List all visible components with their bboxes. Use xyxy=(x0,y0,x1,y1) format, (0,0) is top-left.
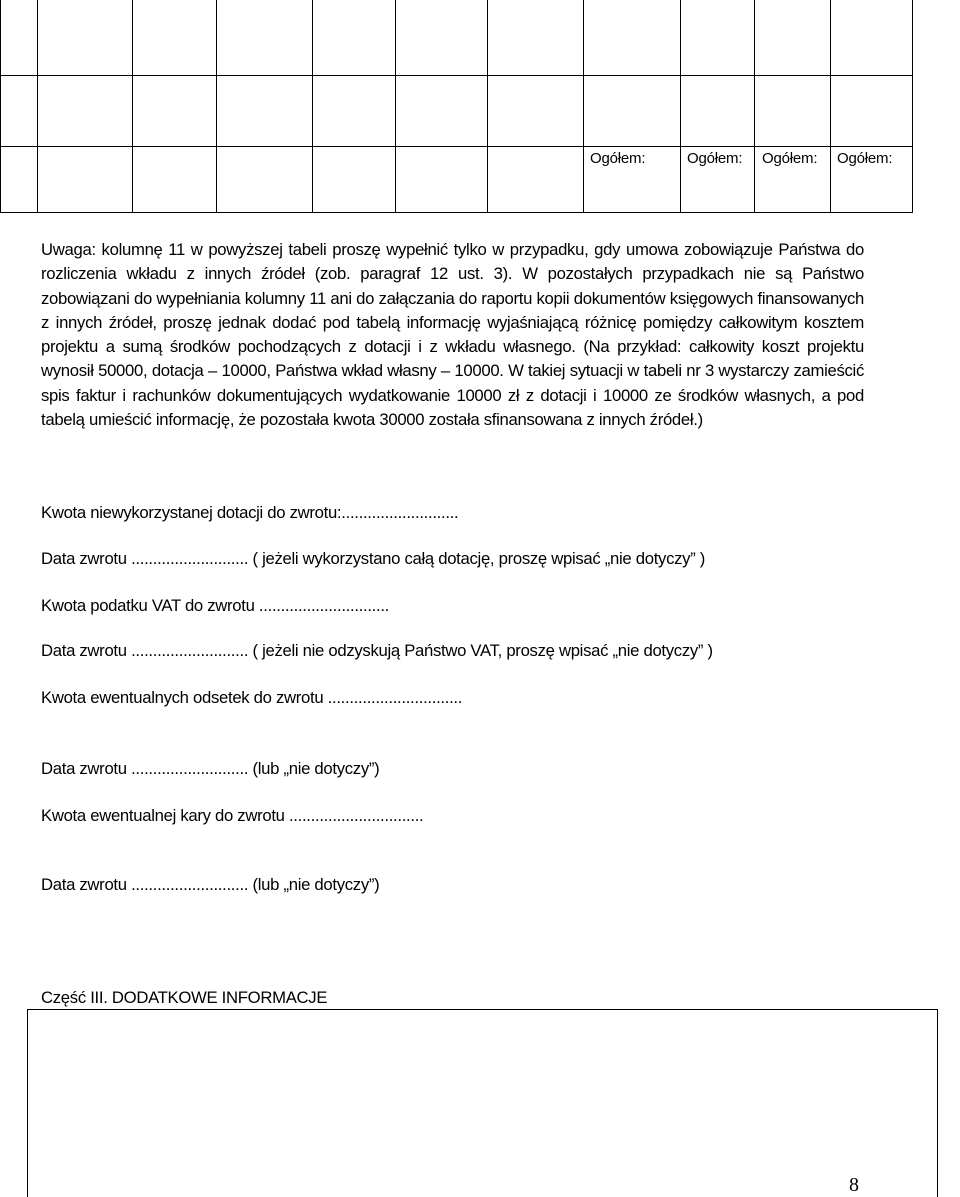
return-date-field: Data zwrotu ........................... (lub „nie dotyczy”) xyxy=(41,759,380,778)
additional-info-box xyxy=(27,1009,938,1197)
table-row-border xyxy=(0,146,913,147)
table-column-border xyxy=(680,0,681,213)
table-column-border xyxy=(487,0,488,213)
table-column-border xyxy=(830,0,831,213)
penalty-amount-field: Kwota ewentualnej kary do zwrotu ............................... xyxy=(41,806,424,825)
return-date-field: Data zwrotu ........................... ( jeżeli wykorzystano całą dotację, proszę wpisać „nie dotyczy” ) xyxy=(41,549,706,568)
table-column-border xyxy=(0,0,1,213)
total-label: Ogółem: xyxy=(687,150,743,167)
table-column-border xyxy=(754,0,755,213)
table-row-border xyxy=(0,75,913,76)
table-column-border xyxy=(216,0,217,213)
total-label: Ogółem: xyxy=(837,150,893,167)
table-row-border xyxy=(0,212,913,213)
note-paragraph: Uwaga: kolumnę 11 w powyższej tabeli proszę wypełnić tylko w przypadku, gdy umowa zobowiązuje Państwa do rozliczenia wkładu z innych źródeł (zob. paragraf 12 ust. 3). W pozostałych przypadkach nie są Państwo zobowiązani do wypełniania kolumny 11 ani do załączania do raportu kopii dokumentów księgowych finansowanych z innych źródeł, proszę jednak dodać pod tabelą informację wyjaśniającą różnicę pomiędzy całkowitym kosztem projektu a sumą środków pochodzących z dotacji i z wkładu własnego. (Na przykład: całkowity koszt projektu wynosił 50000, dotacja – 10000, Państwa wkład własny – 10000. W takiej sytuacji w tabeli nr 3 wystarczy zamieścić spis faktur i rachunków dokumentujących wydatkowanie 10000 zł z dotacji i 10000 ze środków własnych, a pod tabelą umieścić informację, że pozostała kwota 30000 została sfinansowana z innych źródeł.) xyxy=(41,240,864,430)
page-number: 8 xyxy=(849,1174,859,1196)
table-column-border xyxy=(312,0,313,213)
unused-grant-field: Kwota niewykorzystanej dotacji do zwrotu:........................... xyxy=(41,503,459,522)
table-column-border xyxy=(912,0,913,213)
return-date-field: Data zwrotu ........................... (lub „nie dotyczy”) xyxy=(41,875,380,894)
expense-table xyxy=(0,0,960,213)
interest-amount-field: Kwota ewentualnych odsetek do zwrotu ............................... xyxy=(41,688,463,707)
table-column-border xyxy=(395,0,396,213)
return-date-field: Data zwrotu ........................... ( jeżeli nie odzyskują Państwo VAT, proszę wpisać „nie dotyczy” ) xyxy=(41,641,713,660)
vat-amount-field: Kwota podatku VAT do zwrotu .............................. xyxy=(41,596,390,615)
section-title: Część III. DODATKOWE INFORMACJE xyxy=(41,988,328,1007)
table-column-border xyxy=(583,0,584,213)
total-label: Ogółem: xyxy=(762,150,818,167)
table-column-border xyxy=(37,0,38,213)
total-label: Ogółem: xyxy=(590,150,646,167)
table-column-border xyxy=(132,0,133,213)
